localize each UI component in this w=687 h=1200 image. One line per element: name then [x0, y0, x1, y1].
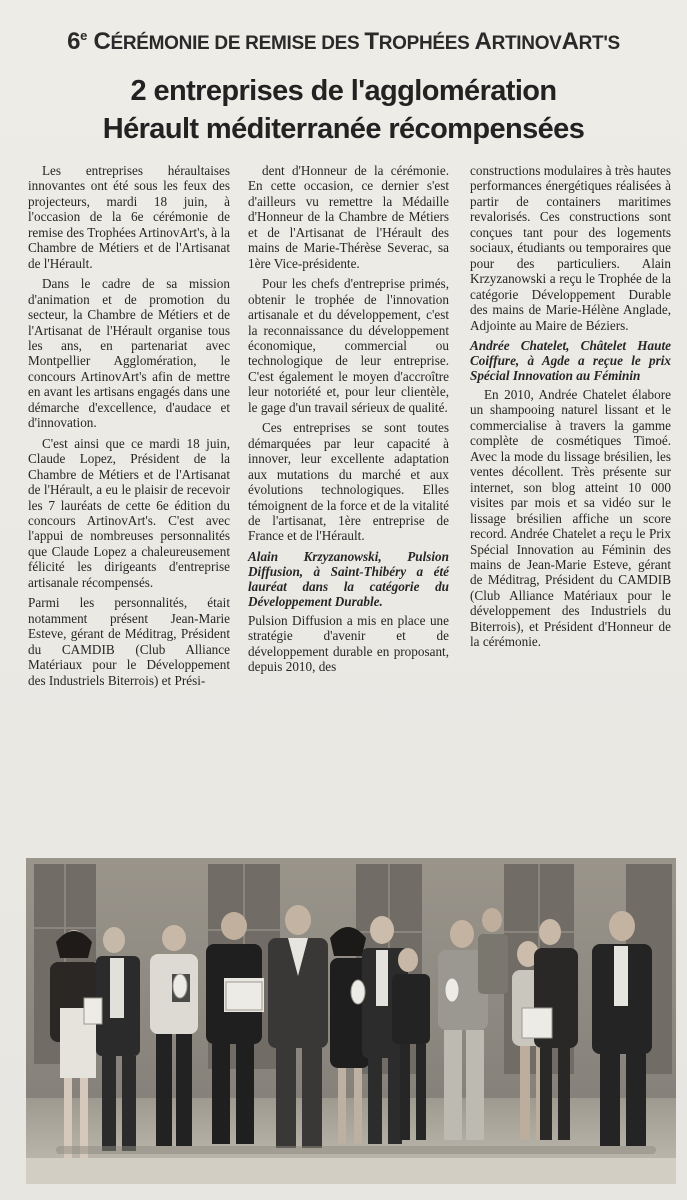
group-photo-illustration: [26, 858, 676, 1184]
headline-line-2: Hérault méditerranée récompensées: [102, 113, 585, 145]
paragraph: constructions modulaires à très hautes performances énergétiques réalisées à partir de containers maritimes revalorisés. Ces constructions sont conçues tant pour des logements sociaux, étudiants ou temporaires que pour des particuliers. Alain Krzyzanowski a reçu le Trophée de la catégorie Développement Durable des mains de Marie-Hélène Anglade, Adjointe au Maire de Béziers.: [470, 163, 671, 333]
kicker-title: 6e CÉRÉMONIE DE REMISE DES TROPHÉES ARTINOVART'S: [67, 28, 620, 55]
paragraph: En 2010, Andrée Chatelet élabore un shampooing naturel lissant et le commercialise à travers la gamme complète de cosmétiques Timoé. Avec la mode du lissage brésilien, les ventes décollent. Très présente sur internet, son blog atteint 10 000 visites par mois et sa vidéo sur le lissage brésilien affiche un score record. Andrée Chatelet a reçu le Prix Spécial Innovation au Féminin des mains de Jean-Marie Esteve, gérant de Méditrag, Président du CAMDIB (Club Alliance Matériaux pour le développement des Industriels du Biterrois), et Président d'Honneur de la cérémonie.: [470, 386, 671, 650]
paragraph: Pour les chefs d'entreprise primés, obtenir le trophée de l'innovation artisanale et du développement, c'est la reconnaissance du développement économique, commercial ou technologique de leur entreprise. C'est également le moyen d'accroître leur notoriété et, pour leur clientèle, le gage d'un travail sérieux de qualité.: [248, 276, 449, 415]
paragraph: Parmi les personnalités, était notamment présent Jean-Marie Esteve, gérant de Méditrag, Président du CAMDIB (Club Alliance Matériaux pour le Développement des Industriels Biterrois) et Prési-: [28, 595, 230, 688]
paragraph: Ces entreprises se sont toutes démarquées par leur capacité à innover, leur excellente adaptation aux mutations du marché et aux évolutions technologiques. Elles témoignent de la force et de la vitalité de l'artisanat, 1ère entreprise de France et de l'Hérault.: [248, 420, 449, 544]
article-column-2: [248, 163, 449, 680]
group-photo: [26, 858, 676, 1184]
headline: [0, 72, 687, 148]
subheading: Alain Krzyzanowski, Pulsion Diffusion, à Saint-Thibéry a été lauréat dans la catégorie du Développement Durable.: [248, 548, 449, 609]
paragraph: Dans le cadre de sa mission d'animation et de promotion du secteur, la Chambre de Métiers et de l'Artisanat de l'Hérault organise tous les ans, en partenariat avec Montpellier Agglomération, le concours ArtinovArt's afin de mettre en avant les artisans engagés dans une démarche d'excellence, d'audace et d'innovation.: [28, 276, 230, 431]
paragraph: dent d'Honneur de la cérémonie. En cette occasion, ce dernier s'est d'ailleurs vu remettre la Médaille d'Honneur de la Chambre de Métiers et de l'Artisanat de l'Hérault des mains de Marie-Thérèse Severac, sa 1ère Vice-présidente.: [248, 163, 449, 271]
headline-line-1: 2 entreprises de l'agglomération: [130, 75, 557, 107]
paragraph: Pulsion Diffusion a mis en place une stratégie d'avenir et de développement durable en proposant, depuis 2010, des: [248, 612, 449, 675]
subheading: Andrée Chatelet, Châtelet Haute Coiffure, à Agde a reçue le prix Spécial Innovation au Féminin: [470, 337, 671, 383]
paragraph: C'est ainsi que ce mardi 18 juin, Claude Lopez, Président de la Chambre de Métiers et de l'Artisanat de l'Hérault, a eu le plaisir de recevoir les 7 lauréats de cette 6e édition du concours ArtinovArt's. C'est avec l'appui de nombreuses personnalités que Claude Lopez a chaleureusement félicité les dirigeants d'entreprise artisanale récompensés.: [28, 435, 230, 590]
paragraph: Les entreprises héraultaises innovantes ont été sous les feux des projecteurs, mardi 18 juin, à l'occasion de la 6e cérémonie de remise des Trophées ArtinovArt's, à la Chambre de Métiers et de l'Artisanat de l'Hérault.: [28, 163, 230, 271]
article-column-1: [28, 163, 230, 693]
article-column-3: [470, 163, 671, 655]
